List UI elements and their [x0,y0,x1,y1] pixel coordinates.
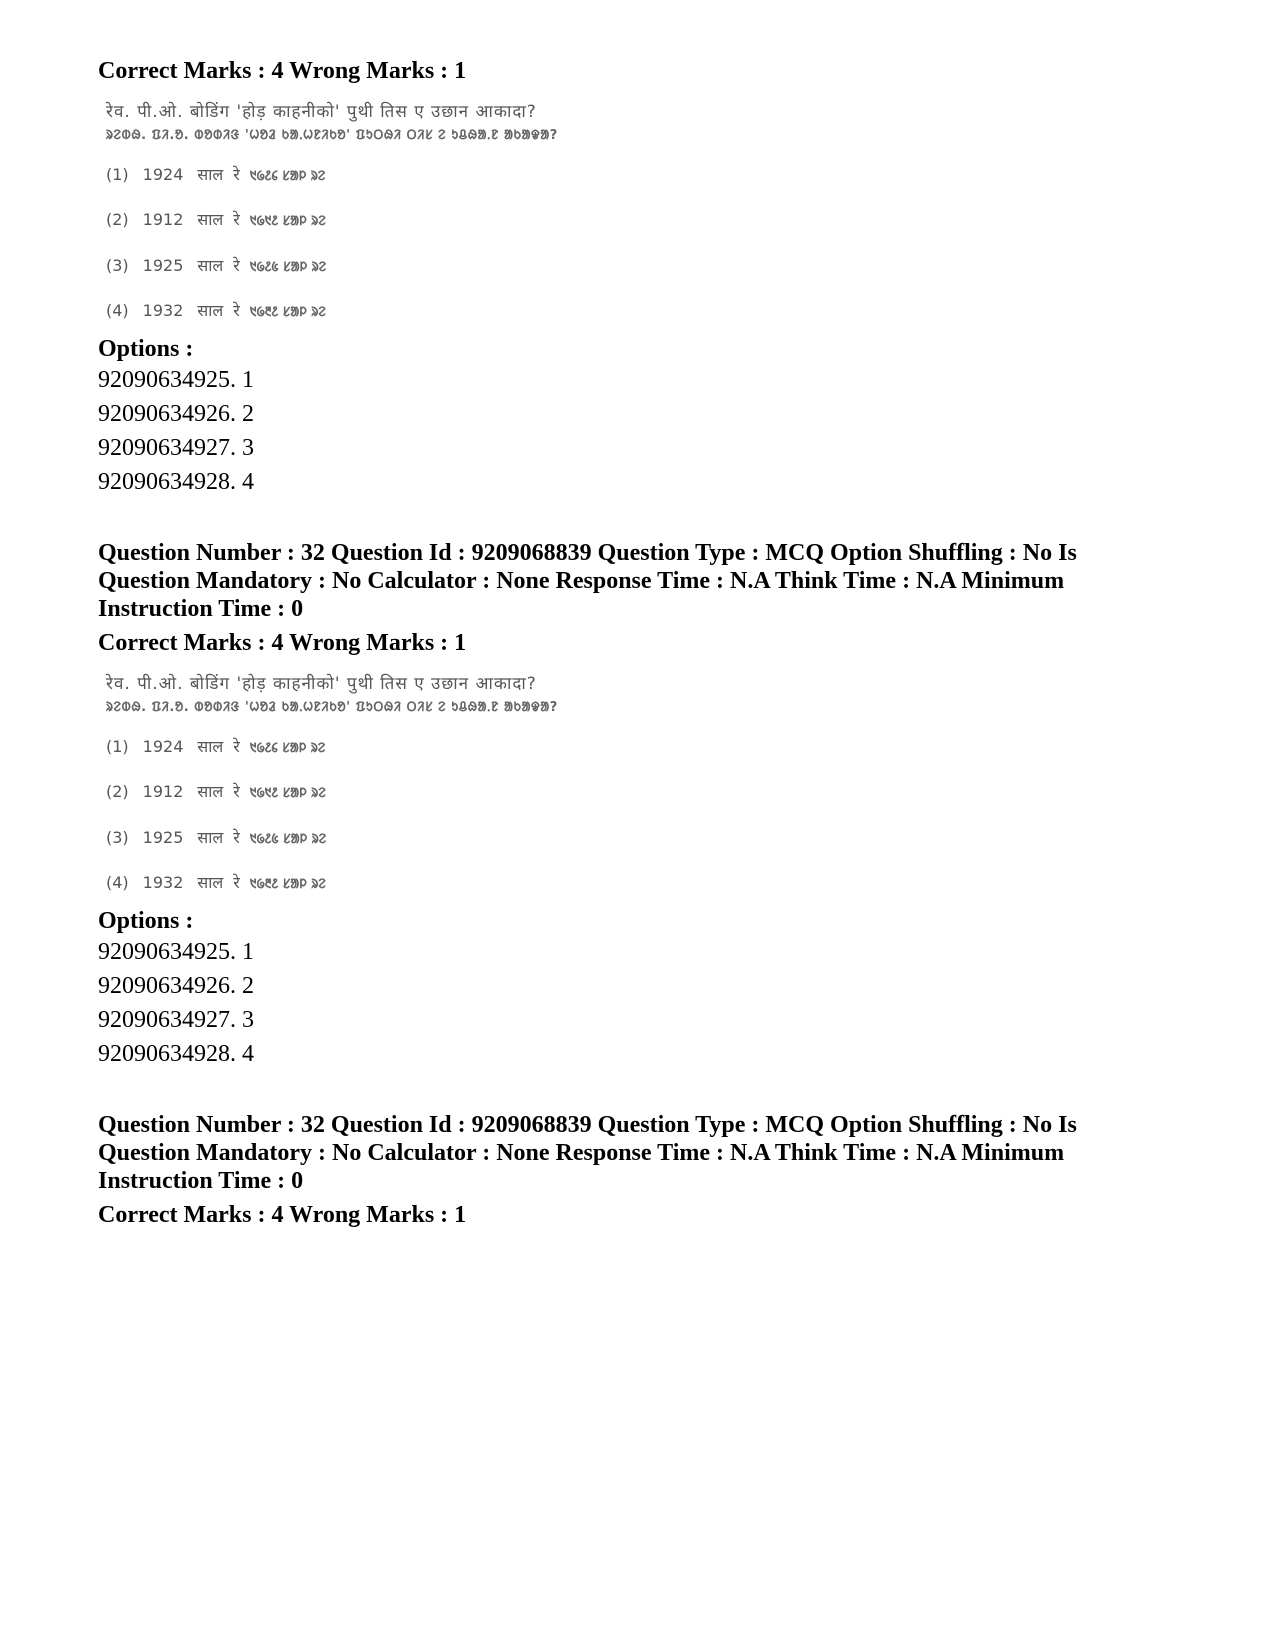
document-page [98,57,1198,1229]
question-text-hindi: रेव. पी.ओ. बोडिंग 'होड़ काहनीको' पुथी तिस ए उछान आकादा? [106,674,537,694]
choice-3: (3) 1925 साल रे ᱑᱙᱒᱕ ᱥᱟᱞ ᱨᱮ [106,828,327,847]
choice-4: (4) 1932 साल रे ᱑᱙᱓᱒ ᱥᱟᱞ ᱨᱮ [106,873,326,892]
question-header: Question Number : 32 Question Id : 9209068839 Question Type : MCQ Option Shuffling : No Is Question Mandatory : No Calculator : None Response Time : N.A Think Time : N.A Minimum Instruction Time : 0 [98,540,1077,622]
question-text-hindi: रेव. पी.ओ. बोडिंग 'होड़ काहनीको' पुथी तिस ए उछान आकादा? [106,102,537,122]
choice-1: (1) 1924 साल रे ᱑᱙᱒᱔ ᱥᱟᱞ ᱨᱮ [106,737,326,756]
option-item: 92090634926. 2 [98,401,254,427]
choice-1: (1) 1924 साल रे ᱑᱙᱒᱔ ᱥᱟᱞ ᱨᱮ [106,165,326,184]
question-image [102,93,612,323]
marks-line: Correct Marks : 4 Wrong Marks : 1 [98,630,467,656]
question-text-olchiki: ᱨᱮᱵᱷ. ᱯᱤ.ᱚ. ᱵᱚᱰᱤᱝ 'ᱦᱚᱲ ᱠᱟᱹᱦᱱᱤᱠᱚ' ᱯᱩᱛᱷᱤ ᱛᱤᱥ ᱮ ᱩᱪᱷᱟᱹᱱ ᱟᱠᱟᱫᱟ? [106,700,558,715]
choice-3: (3) 1925 साल रे ᱑᱙᱒᱕ ᱥᱟᱞ ᱨᱮ [106,256,327,275]
options-label: Options : [98,336,194,362]
question-text-olchiki: ᱨᱮᱵᱷ. ᱯᱤ.ᱚ. ᱵᱚᱰᱤᱝ 'ᱦᱚᱲ ᱠᱟᱹᱦᱱᱤᱠᱚ' ᱯᱩᱛᱷᱤ ᱛᱤᱥ ᱮ ᱩᱪᱷᱟᱹᱱ ᱟᱠᱟᱫᱟ? [106,128,558,143]
choice-4: (4) 1932 साल रे ᱑᱙᱓᱒ ᱥᱟᱞ ᱨᱮ [106,301,326,320]
marks-line: Correct Marks : 4 Wrong Marks : 1 [98,58,467,84]
options-label: Options : [98,908,194,934]
choice-2: (2) 1912 साल रे ᱑᱙᱑᱒ ᱥᱟᱞ ᱨᱮ [106,782,326,801]
option-item: 92090634927. 3 [98,435,254,461]
choice-2: (2) 1912 साल रे ᱑᱙᱑᱒ ᱥᱟᱞ ᱨᱮ [106,210,326,229]
question-header: Question Number : 32 Question Id : 9209068839 Question Type : MCQ Option Shuffling : No Is Question Mandatory : No Calculator : None Response Time : N.A Think Time : N.A Minimum Instruction Time : 0 [98,1112,1077,1194]
marks-line: Correct Marks : 4 Wrong Marks : 1 [98,1202,467,1228]
question-image [102,665,612,895]
option-item: 92090634928. 4 [98,1041,254,1067]
option-item: 92090634928. 4 [98,469,254,495]
option-item: 92090634925. 1 [98,367,254,393]
option-item: 92090634927. 3 [98,1007,254,1033]
option-item: 92090634926. 2 [98,973,254,999]
option-item: 92090634925. 1 [98,939,254,965]
